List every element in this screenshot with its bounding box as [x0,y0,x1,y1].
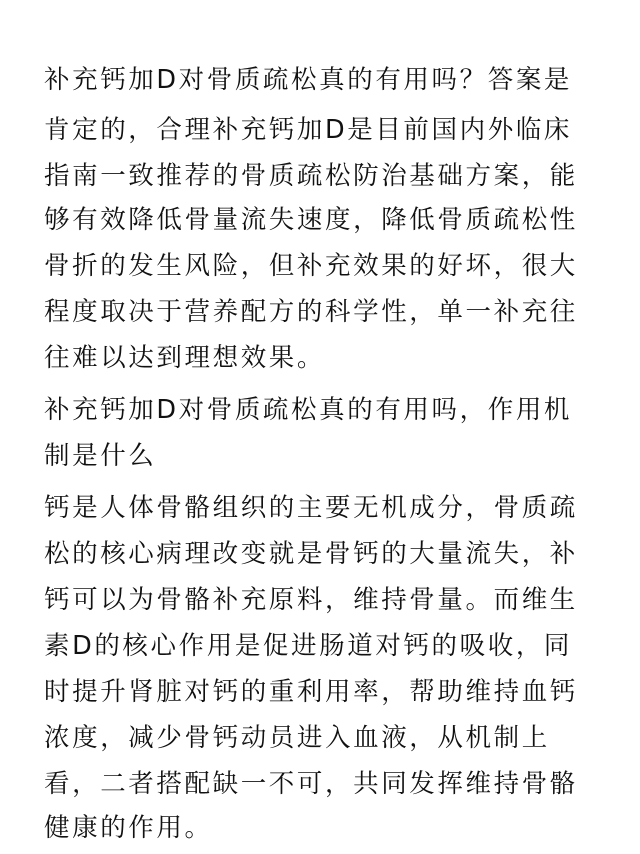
paragraph-2-line-2: 松的核心病理改变就是骨钙的大量流失，补 [44,539,578,569]
paragraph-1-line-7: 往难以达到理想效果。 [44,343,326,373]
paragraph-1-line-2: 肯定的，合理补充钙加D是目前国内外临床 [44,115,573,145]
paragraph-1-line-3: 指南一致推荐的骨质疏松防治基础方案，能 [44,161,578,191]
paragraph-2-line-7: 看，二者搭配缺一不可，共同发挥维持骨骼 [44,769,578,799]
paragraph-1-line-1: 补充钙加D对骨质疏松真的有用吗？答案是 [44,65,573,95]
paragraph-2-line-6: 浓度，减少骨钙动员进入血液，从机制上 [44,723,550,753]
paragraph-2-line-1: 钙是人体骨骼组织的主要无机成分，骨质疏 [44,493,578,523]
paragraph-1-line-4: 够有效降低骨量流失速度，降低骨质疏松性 [44,205,578,235]
heading-line-1: 补充钙加D对骨质疏松真的有用吗，作用机 [44,395,573,425]
paragraph-2-line-5: 时提升肾脏对钙的重利用率，帮助维持血钙 [44,677,578,707]
paragraph-2-line-3: 钙可以为骨骼补充原料，维持骨量。而维生 [44,585,578,615]
paragraph-2-line-8: 健康的作用。 [44,813,213,843]
paragraph-1-line-6: 程度取决于营养配方的科学性，单一补充往 [44,297,578,327]
paragraph-1-line-5: 骨折的发生风险，但补充效果的好坏，很大 [44,251,578,281]
paragraph-2-line-4: 素D的核心作用是促进肠道对钙的吸收，同 [44,631,573,661]
heading-line-2: 制是什么 [44,441,157,471]
